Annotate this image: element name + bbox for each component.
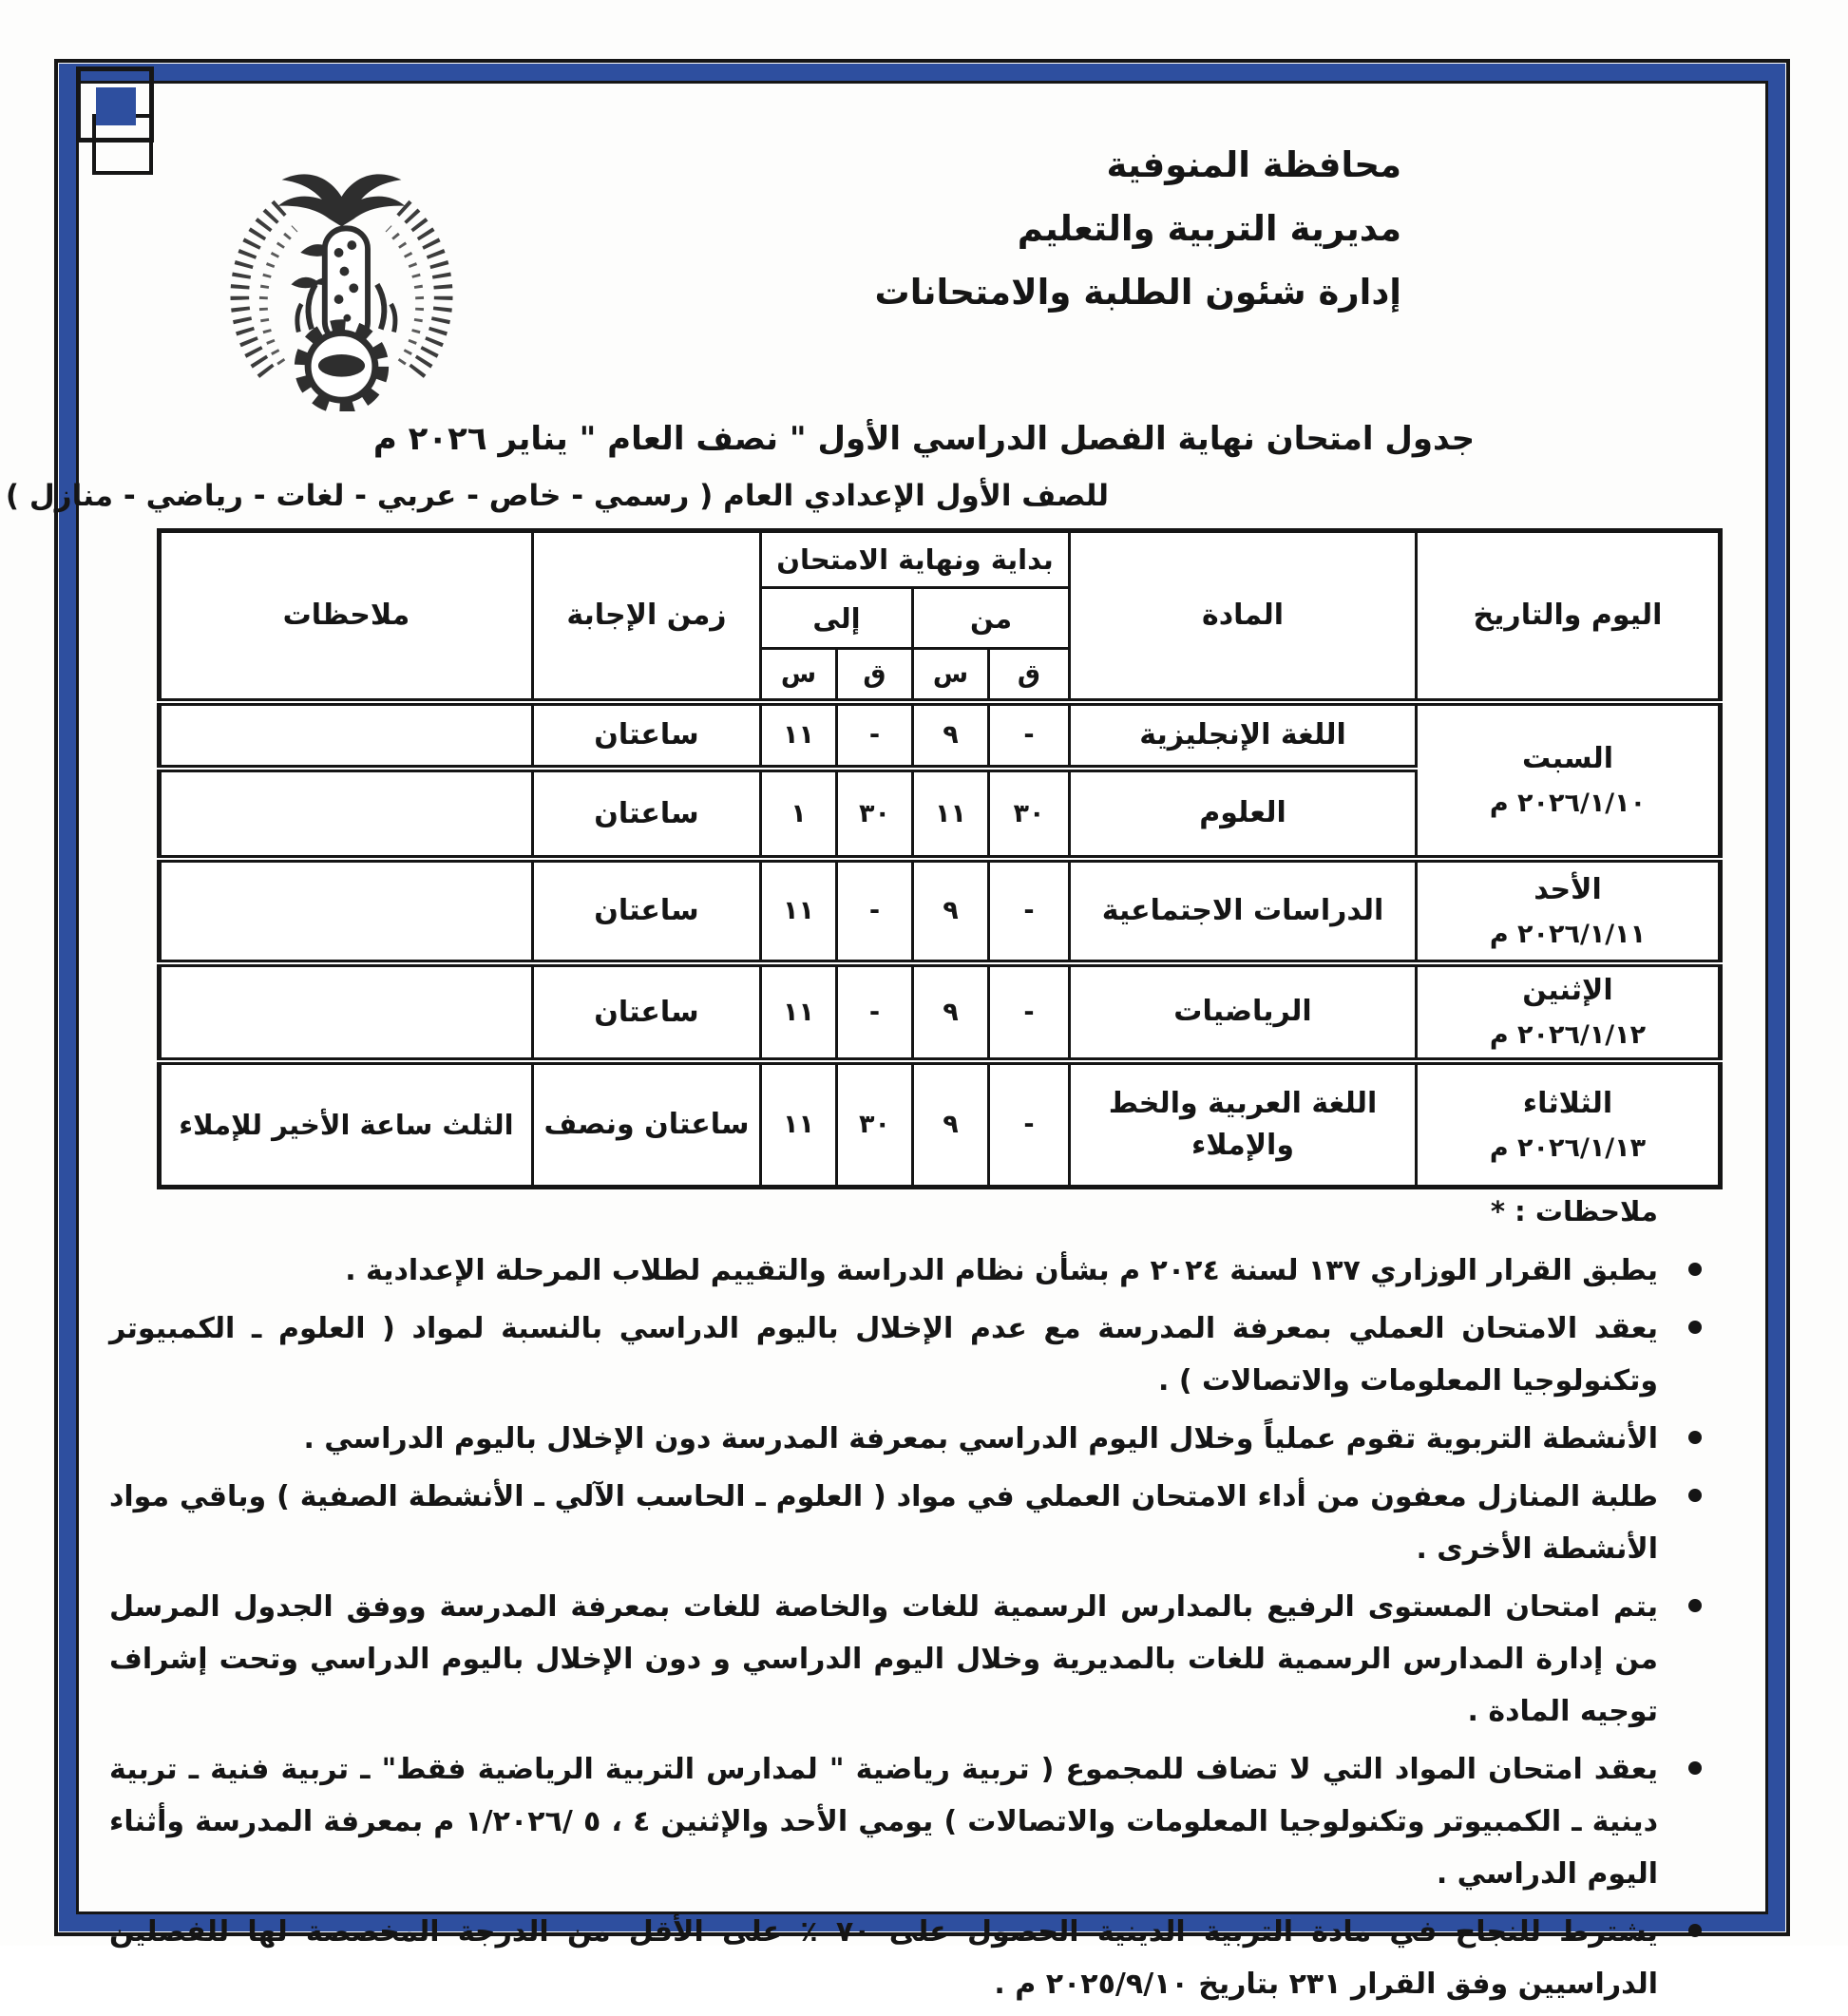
col-header-to-hours: س <box>760 649 836 702</box>
from-hours-cell: ١١ <box>913 769 989 859</box>
eagle-wreath-gear-emblem-icon <box>201 141 482 411</box>
note-item: يعقد الامتحان العملي بمعرفة المدرسة مع عدم الإخلال باليوم الدراسي بالنسبة لمواد ( العلوم ـ الكمبيوتر وتكنولوجيا المعلومات والاتصالات ) . <box>109 1303 1658 1407</box>
to-minutes-cell: ٣٠ <box>837 1061 913 1188</box>
from-minutes-cell: ٣٠ <box>989 769 1070 859</box>
duration-cell: ساعتان <box>532 963 760 1061</box>
to-minutes-cell: - <box>837 963 913 1061</box>
day-cell <box>1417 702 1721 859</box>
org-header <box>875 133 1401 324</box>
from-minutes-cell: - <box>989 1061 1070 1188</box>
day-name: الإثنين <box>1522 974 1613 1007</box>
remark-cell: الثلث ساعة الأخير للإملاء <box>159 1061 532 1188</box>
subject-cell: اللغة الإنجليزية <box>1070 702 1417 769</box>
remark-cell <box>159 859 532 963</box>
col-header-exam-start-end: بداية ونهاية الامتحان <box>760 531 1069 588</box>
to-minutes-cell: ٣٠ <box>837 769 913 859</box>
col-header-day-date: اليوم والتاريخ <box>1417 531 1721 702</box>
from-hours-cell: ٩ <box>913 702 989 769</box>
governorate-emblem <box>201 141 482 415</box>
day-cell <box>1417 1061 1721 1188</box>
col-header-duration: زمن الإجابة <box>532 531 760 702</box>
day-date: ٢٠٢٦/١/١٢ م <box>1489 1020 1647 1050</box>
col-header-to: إلى <box>760 588 912 649</box>
day-name: السبت <box>1521 742 1614 775</box>
note-item: يطبق القرار الوزاري ١٣٧ لسنة ٢٠٢٤ م بشأن نظام الدراسة والتقييم لطلاب المرحلة الإعدادية . <box>109 1245 1658 1297</box>
note-item: يعقد امتحان المواد التي لا تضاف للمجموع ( تربية رياضية " لمدارس التربية الرياضية فقط" ـ تربية فنية ـ تربية دينية ـ الكمبيوتر وتكنولوجيا المعلومات والاتصالات ) يومي الأحد والإثنين ٤ ، ٥ /١/٢٠٢٦ م بمعرفة المدرسة وأثناء اليوم الدراسي . <box>109 1743 1658 1900</box>
duration-cell: ساعتان <box>532 702 760 769</box>
org-line-directorate: مديرية التربية والتعليم <box>1017 208 1401 249</box>
corner-ornament-blue-knot <box>96 87 136 125</box>
to-hours-cell: ١١ <box>760 963 836 1061</box>
day-cell <box>1417 859 1721 963</box>
from-minutes-cell: - <box>989 963 1070 1061</box>
day-date: ٢٠٢٦/١/١٠ م <box>1489 789 1647 818</box>
schedule-title: جدول امتحان نهاية الفصل الدراسي الأول " نصف العام " يناير ٢٠٢٦ م <box>372 420 1476 458</box>
to-hours-cell: ١ <box>760 769 836 859</box>
to-hours-cell: ١١ <box>760 702 836 769</box>
note-item: طلبة المنازل معفون من أداء الامتحان العملي في مواد ( العلوم ـ الحاسب الآلي ـ الأنشطة الصفية ) وباقي مواد الأنشطة الأخرى . <box>109 1471 1658 1575</box>
col-header-remarks: ملاحظات <box>159 531 532 702</box>
day-name: الثلاثاء <box>1522 1086 1613 1120</box>
col-header-from-minutes: ق <box>989 649 1070 702</box>
day-cell <box>1417 963 1721 1061</box>
col-header-subject: المادة <box>1070 531 1417 702</box>
from-hours-cell: ٩ <box>913 859 989 963</box>
note-item: يشترط للنجاح في مادة التربية الدينية الحصول على ٧٠ ٪ على الأقل من الدرجة المخصصة لها للفصلين الدراسيين وفق القرار ٢٣١ بتاريخ ٢٠٢٥/٩/١٠ م . <box>109 1906 1658 2010</box>
from-minutes-cell: - <box>989 702 1070 769</box>
schedule-subtitle: للصف الأول الإعدادي العام ( رسمي - خاص - عربي - لغات - رياضي - منازل ) <box>5 479 1109 513</box>
subject-cell: العلوم <box>1070 769 1417 859</box>
remark-cell <box>159 702 532 769</box>
duration-cell: ساعتان <box>532 769 760 859</box>
day-date: ٢٠٢٦/١/١٣ م <box>1489 1132 1647 1163</box>
to-minutes-cell: - <box>837 702 913 769</box>
col-header-to-minutes: ق <box>837 649 913 702</box>
col-header-from-hours: س <box>913 649 989 702</box>
to-hours-cell: ١١ <box>760 1061 836 1188</box>
note-item: الأنشطة التربوية تقوم عملياً وخلال اليوم الدراسي بمعرفة المدرسة دون الإخلال باليوم الدراسي . <box>109 1413 1658 1465</box>
org-line-administration: إدارة شئون الطلبة والامتحانات <box>874 272 1401 313</box>
day-date: ٢٠٢٦/١/١١ م <box>1489 919 1647 949</box>
day-name: الأحد <box>1534 872 1602 906</box>
subject-cell: الرياضيات <box>1070 963 1417 1061</box>
duration-cell: ساعتان <box>532 859 760 963</box>
remark-cell <box>159 963 532 1061</box>
org-line-governorate: محافظة المنوفية <box>1106 144 1401 185</box>
to-hours-cell: ١١ <box>760 859 836 963</box>
from-hours-cell: ٩ <box>913 1061 989 1188</box>
to-minutes-cell: - <box>837 859 913 963</box>
notes-title: ملاحظات : * <box>1490 1195 1658 1227</box>
from-hours-cell: ٩ <box>913 963 989 1061</box>
duration-cell: ساعتان ونصف <box>532 1061 760 1188</box>
col-header-from: من <box>913 588 1070 649</box>
subject-cell: اللغة العربية والخط والإملاء <box>1070 1061 1417 1188</box>
note-item: يتم امتحان المستوى الرفيع بالمدارس الرسمية للغات والخاصة للغات بمعرفة المدرسة ووفق الجدول المرسل من إدارة المدارس الرسمية للغات بالمديرية وخلال اليوم الدراسي و دون الإخلال باليوم الدراسي وتحت إشراف توجيه المادة . <box>109 1581 1658 1738</box>
from-minutes-cell: - <box>989 859 1070 963</box>
exam-schedule-table <box>157 528 1723 1189</box>
remark-cell <box>159 769 532 859</box>
notes-section <box>109 1195 1658 2016</box>
subject-cell: الدراسات الاجتماعية <box>1070 859 1417 963</box>
